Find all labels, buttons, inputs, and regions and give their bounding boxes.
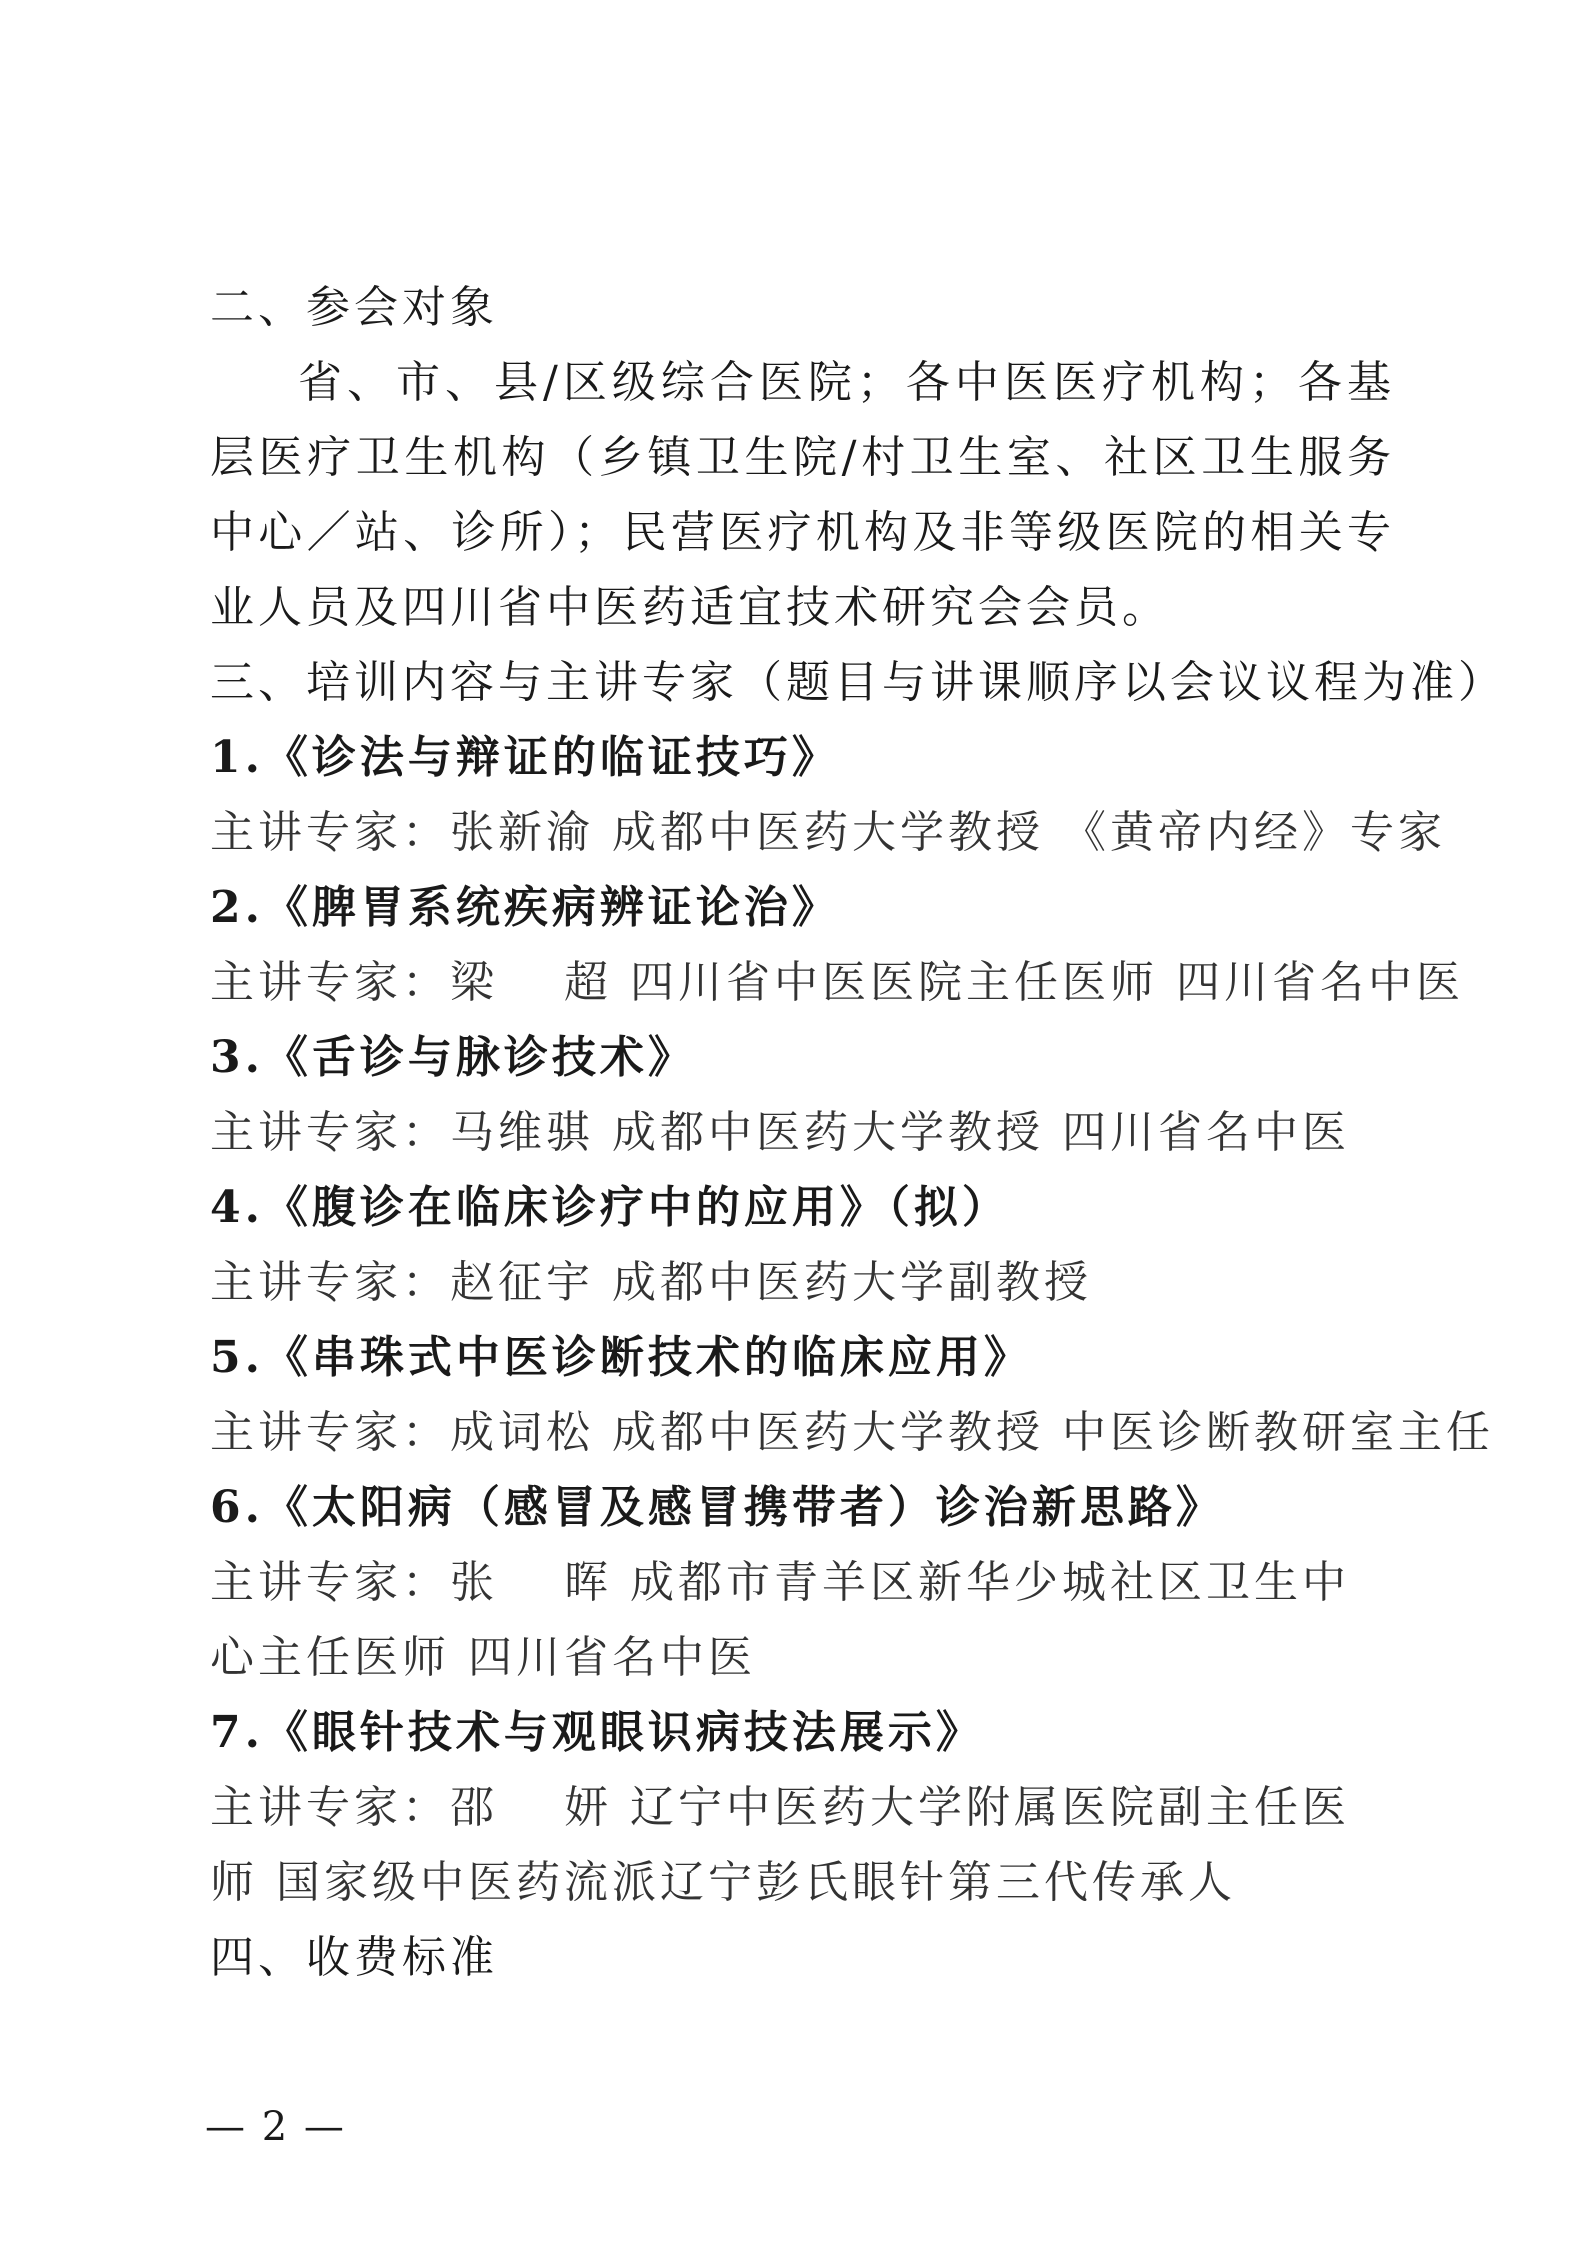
course-title-5: 5.《串珠式中医诊断技术的临床应用》 [210,1332,1032,1383]
course-speaker-3: 主讲专家：马维骐 成都中医药大学教授 四川省名中医 [210,1107,1350,1158]
section-2-body: 省、市、县/区级综合医院；各中医医疗机构；各基层医疗卫生机构（乡镇卫生院/村卫生室、社区卫生服务中心／站、诊所）；民营医疗机构及非等级医院的相关专业人员及四川省中医药适宜技术研究会会员。 [210,357,1395,633]
course-title-1: 1.《诊法与辩证的临证技巧》 [210,732,840,783]
section-2-heading: 二、参会对象 [210,282,498,333]
course-speaker-6: 主讲专家：张 晖 成都市青羊区新华少城社区卫生中心主任医师 四川省名中医 [210,1557,1350,1683]
section-3-heading: 三、培训内容与主讲专家（题目与讲课顺序以会议议程为准） [210,657,1506,708]
course-title-6: 6.《太阳病（感冒及感冒携带者）诊治新思路》 [210,1482,1224,1533]
course-speaker-1: 主讲专家：张新渝 成都中医药大学教授 《黄帝内经》专家 [210,807,1446,858]
course-speaker-7: 主讲专家：邵 妍 辽宁中医药大学附属医院副主任医师 国家级中医药流派辽宁彭氏眼针第三代传承人 [210,1782,1350,1908]
course-speaker-2: 主讲专家：梁 超 四川省中医医院主任医师 四川省名中医 [210,957,1464,1008]
section-4-heading: 四、收费标准 [210,1932,498,1983]
course-speaker-5: 主讲专家：成词松 成都中医药大学教授 中医诊断教研室主任 [210,1407,1494,1458]
page-number: — 2 — [205,2104,346,2150]
course-speaker-4: 主讲专家：赵征宇 成都中医药大学副教授 [210,1257,1092,1308]
course-title-4: 4.《腹诊在临床诊疗中的应用》（拟） [210,1182,1010,1233]
document-page [210,270,1506,1995]
course-title-3: 3.《舌诊与脉诊技术》 [210,1032,696,1083]
course-title-2: 2.《脾胃系统疾病辨证论治》 [210,882,840,933]
course-title-7: 7.《眼针技术与观眼识病技法展示》 [210,1707,984,1758]
